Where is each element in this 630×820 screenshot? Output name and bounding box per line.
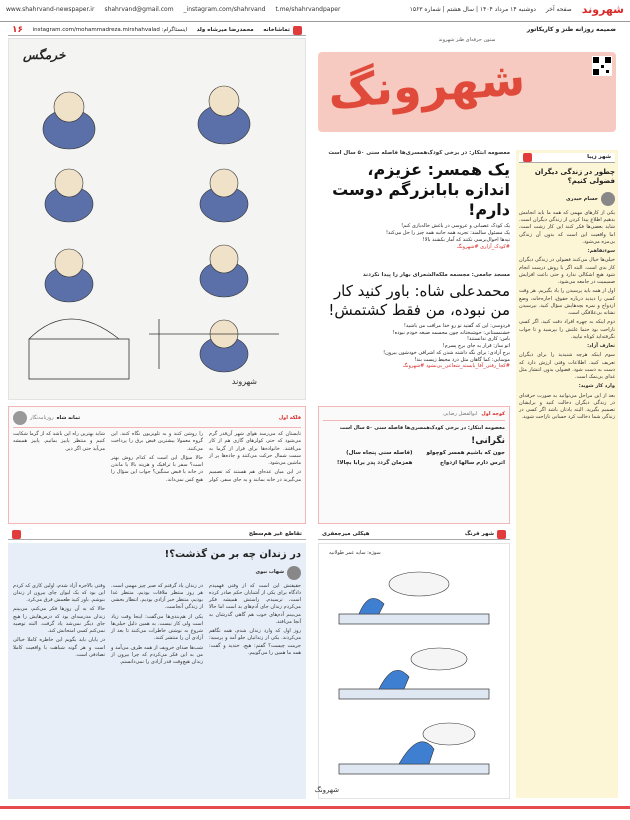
side-title: چطور در زندگی دیگران فضولی کنیم؟ — [534, 168, 615, 186]
side-section-icon — [523, 153, 532, 162]
left-author: ثمانه شاه — [56, 414, 81, 421]
main-kicker: معصومه ابتکار: در برخی کودک‌همسری‌ها فاصله سنی ۵۰ سال است — [328, 150, 510, 156]
side-subhead: وارد کار شوید: — [578, 383, 615, 390]
page-number: ۱۶ — [12, 25, 24, 36]
cartoon-signature: شهروند — [231, 377, 257, 386]
main-bullet: یک مسئول سالمند: تجربه همه جانبه همه چیز را حل می‌کند! — [385, 230, 510, 237]
side-section-title: شهر زیبا — [587, 153, 611, 160]
brand-logo: شهروند — [581, 3, 624, 17]
bottom-left-paragraph: روز اول که وارد زندان شدم، همه نگاهم می‌کردند. یکی از زندانیان جلو آمد و پرسید: جرمت چیست؟ گفتم: هیچ. خندید و گفت: همه ما همین را می‌گوییم. — [209, 628, 301, 656]
left-byline: روزنامه‌نگار — [30, 414, 54, 421]
website-link[interactable]: www.shahrvand-newspaper.ir — [6, 6, 95, 14]
telegram-link[interactable]: t.me/shahrvandpaper — [275, 6, 341, 14]
bottom-left-paragraph: در پایان باید بگویم این خاطره کاملا خیالی است و هر گونه شباهت با واقعیت کاملا تصادفی است. — [13, 637, 105, 658]
section-name: صفحه آخر — [545, 6, 572, 14]
bottom-left-paragraph: حالا که به آن روزها فکر می‌کنم، می‌بینم زندان مدرسه‌ای بود که درس‌هایش را هیچ جای دیگر نمی‌شد یاد گرفت. البته توصیه نمی‌کنم کسی امتحانش کند. — [13, 606, 105, 634]
masthead-logo-block — [318, 52, 616, 132]
bottom-right-icon — [497, 530, 506, 539]
second-bullet: برج آزادی: برای نگه داشته شدن که اشرافی خودشون بیرون! — [383, 349, 510, 356]
cartoon-header — [8, 26, 306, 36]
bottom-left-section-title: تقاطع غیر هم‌سطح — [248, 530, 302, 537]
center-box — [318, 406, 510, 524]
artist-name: محمدرضا میرشاه ولد — [196, 26, 254, 33]
strip-signature: شهرونگ — [314, 786, 339, 794]
side-author: حسام حیدری — [566, 195, 598, 202]
section-badge-icon — [293, 26, 302, 35]
footer-strip — [0, 806, 630, 809]
cartoon-grid-illustration — [9, 39, 305, 399]
bottom-right-cartoon — [314, 543, 510, 799]
cartoon-strip-illustration — [314, 544, 509, 798]
cartoon-image — [8, 38, 306, 400]
main-hashtags[interactable]: #کودک_آزاری #شهرونگ — [456, 243, 510, 250]
side-column — [516, 150, 618, 798]
masthead-tagline: ضمیمه روزانه طنز و کاریکاتور — [526, 26, 616, 33]
poem-line: همزمان گردد پدر برابا بچالا! — [336, 460, 413, 467]
second-headline: محمدعلی شاه: باور کنید کار من نبوده، من فقط کشتمش! — [328, 282, 510, 320]
side-paragraph: دوم اینکه به چهره افراد دقت کنید. اگر کسی ناراحت بود حتما علتش را بپرسید و تا جواب نگرفته‌اید کوتاه نیایید. — [519, 319, 615, 340]
side-subhead: تعارف آزاد: — [587, 343, 615, 350]
poem-line: اترس دارم سالها ازدواج — [440, 460, 505, 467]
main-story — [318, 150, 510, 270]
cartoon-section — [8, 26, 306, 400]
left-paragraph: حالا سؤال این است که کدام روش بهتر است؟ سفر با ترافیک و هزینه بالا یا ماندن در خانه با قبض سنگین؟ جواب این سؤال را هیچ کس نمی‌داند. — [111, 454, 203, 483]
left-paragraph: تابستان که می‌رسد هوای شهر آن‌قدر گرم می‌شود که حتی کولرهای گازی هم از کار می‌افتند. خانواده‌ها برای فرار از گرما به سمت شمال حرکت می‌کنند و جاده‌ها پر از ماشین می‌شود. — [209, 431, 301, 466]
bottom-left-author: شهاب نبوی — [255, 569, 284, 576]
main-bullet: تپه‌ها احوال‌پرسی نکنند که آمار بکشند بالا! — [422, 236, 510, 243]
bottom-left-paragraph: وقتی بالاخره آزاد شدم، اولین کاری که کردم این بود که یک لیوان چای بیرون از زندان بنوشم. باور کنید طعمش فرق می‌کرد. — [13, 582, 105, 603]
bottom-left-paragraph: در زندان یاد گرفتم که صبر چیز مهمی است. هر روز منتظر ملاقات بودیم، منتظر غذا بودیم، منتظر خبر آزادی بودیم. انتظار بخشی از زندگی آنجاست. — [111, 582, 203, 611]
artist-instagram[interactable]: اینستاگرام: instagram.com/mohammadreza.mirshahvalad — [32, 26, 188, 33]
poem-line: جون که باشیم همسر کوچولو — [426, 449, 505, 456]
masthead-subtag: ستون حرفه‌ای طنز شهروند — [438, 37, 496, 44]
bottom-right-section-title: شهر فرنگ — [464, 530, 494, 537]
side-paragraph: خیلی‌ها خیال می‌کنند فضولی در زندگی دیگران کار بدی است. البته اگر با روش درست انجام شود هیچ اشکالی ندارد و حتی باعث افزایش صمیمیت در جامعه می‌شود. — [519, 257, 615, 286]
side-section-header — [519, 153, 615, 163]
left-author-avatar — [13, 411, 27, 425]
bottom-left-icon — [12, 530, 21, 539]
left-box-section: فلکه اول — [278, 414, 301, 421]
instagram-link[interactable]: instagram.com/shahrvand_ — [183, 6, 266, 14]
second-bullet: باس: کاری ندانستند! — [466, 336, 510, 343]
side-paragraph: اول از همه باید پرسیدن را یاد بگیریم. هر وقت کسی را دیدید درباره حقوق، اجاره‌خانه، وضع ازدواج و نمره بچه‌هایش سؤال کنید. نپرسیدن نشانه بی‌علاقگی است. — [519, 288, 615, 317]
second-bullet: موسایی: کما گاهان مثل درد محیط زیست بند! — [414, 356, 510, 363]
bottom-right-artist: هیکلی میرجعفری — [322, 530, 370, 537]
main-bullet: یک کودک عصبانی و عروسی در باغش خاله‌بازی کنم! — [401, 223, 510, 230]
second-bullet: اتو ساز: قرار به جای برج پسرم! — [442, 343, 510, 350]
email-link[interactable]: shahrvand@gmail.com — [104, 6, 174, 14]
cartoon-section-title: تماشاخانه — [263, 26, 290, 33]
bottom-left-paragraph: حقیقتش این است که از وقتی فهمیدم دادگاه برای یکی از آشنایان حکم صادر کرده است، ترسیدم. راستش همیشه فکر می‌کردم زندان جای آدم‌های بد است اما حالا می‌بینم آدم‌های خوب هم گاهی گذرشان به آنجا می‌افتد. — [209, 582, 301, 625]
left-paragraph: در این میان عده‌ای هم هستند که تصمیم می‌گیرند در خانه بمانند و به جای سفر، کولر را روشن کنند و به تلویزیون نگاه کنند. این گروه معمولا بیشترین قبض برق را پرداخت می‌کنند. — [111, 431, 301, 483]
issue-info: دوشنبه ۱۴ مرداد ۱۴۰۴ | سال هشتم | شماره ۱۵۶۳ — [409, 6, 536, 14]
masthead — [318, 26, 616, 146]
bottom-left-panel — [8, 543, 306, 799]
second-kicker: مسجد جامعی: مجسمه ملکه‌الشعرای بهار را پیدا نکردند — [362, 272, 510, 278]
bottom-right-section — [314, 530, 510, 800]
bottom-left-avatar — [287, 566, 301, 580]
top-bar — [0, 0, 630, 22]
bottom-left-section — [8, 530, 306, 800]
bottom-left-paragraph: یکی از هم‌بندی‌ها می‌گفت: اینجا وقت زیاد است ولی کار نیست. به همین دلیل خیلی‌ها شروع به نوشتن خاطرات می‌کنند تا بعد از آزادی آن را منتشر کنند. — [111, 613, 203, 642]
center-box-section: کوچه اول — [481, 411, 505, 417]
left-paragraph: شاید بهترین راه این باشد که از گرما شکایت کنیم و منتظر پاییز بمانیم. پاییز همیشه می‌آید حتی اگر دیر. — [13, 431, 105, 452]
cartoon-title: خرمگس — [23, 48, 66, 62]
center-title: نگرانی! — [471, 435, 505, 446]
bottom-left-paragraph: شب‌ها صدای خروپف از همه طرف می‌آمد و من به این فکر می‌کردم که چرا بیرون از زندان هیچ‌وقت قدر آزادی را نمی‌دانستم. — [111, 644, 203, 665]
bottom-right-subtitle: سوژه: سایه عمر طولانیه — [329, 550, 381, 556]
qr-code-icon — [592, 56, 612, 76]
poem-line: (فاصله سنی پنجاه سال) — [346, 449, 413, 456]
side-paragraph: یکی از کارهای مهمی که همه ما باید انجامش بدهیم اطلاع پیدا کردن از زندگی دیگران است. شاید بعضی‌ها فکر کنند این کار زشت است، اما واقعیت این است که بدون آن زندگی بی‌مزه می‌شود. — [519, 209, 615, 245]
bottom-left-title: در زندان چه بر من گذشت؟! — [164, 549, 301, 560]
side-paragraph: بعد از این مراحل می‌توانید به صورت حرفه‌ای در زندگی دیگران دخالت کنید و برایشان تصمیم بگیرید. البته یادتان باشد اگر کسی در زندگی شما دخالت کرد حسابی ناراحت شوید. — [519, 392, 615, 421]
author-avatar — [601, 192, 615, 206]
second-hashtags[interactable]: #کجا_رفتی_آقا_بایسته_شعاعی_بی‌نشود #شهرونگ — [402, 363, 510, 370]
bottom-right-header — [318, 530, 510, 540]
side-subhead: سوءتفاهم: — [587, 248, 615, 255]
second-bullet: فردوسی: این که گفتید تو رو خدا مراقب من باشید! — [403, 322, 510, 329]
side-paragraph: سوم اینکه هرچه شنیدید را برای دیگران تعریف کنید. اطلاعات وقتی ارزش دارد که دست به دست شود. فضولی بدون انتشار مثل غذای بی‌نمک است. — [519, 352, 615, 381]
left-box — [8, 406, 306, 524]
second-bullet: خشنمستانی: خوشبختانه چون مجسمه صیغه خودم نبوده! — [392, 329, 510, 336]
masthead-logo: شهرونگ — [326, 51, 527, 119]
second-story — [318, 272, 510, 402]
center-byline: ابوالفضل رضایی — [443, 411, 478, 417]
bottom-left-header — [8, 530, 306, 540]
center-kicker: معصومه ابتکار: در برخی کودک‌همسری‌ها فاصله سنی ۵۰ سال است — [339, 424, 505, 431]
main-headline: یک همسر: عزیزم، اندازه بابابزرگم دوست دارم! — [332, 160, 510, 220]
